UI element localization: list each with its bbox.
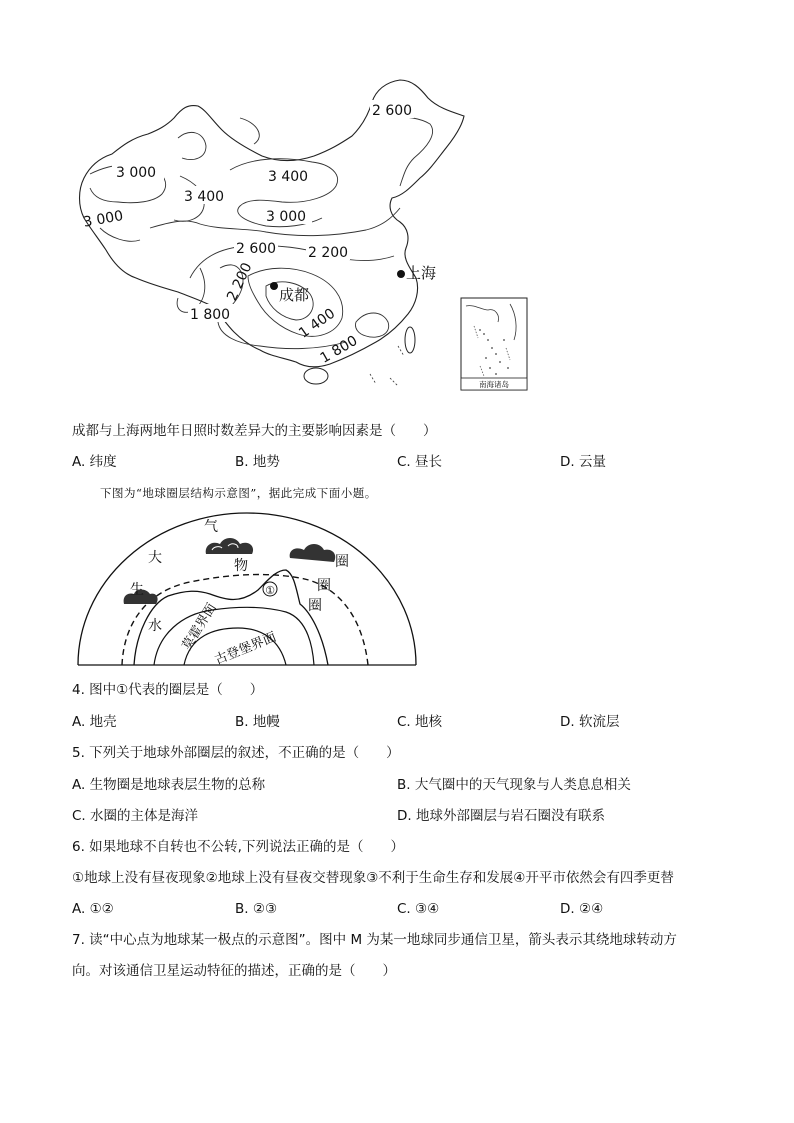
- sphere-label: 大: [148, 550, 162, 566]
- isoline-label: 3 000: [82, 207, 125, 231]
- q6-option-a[interactable]: A. ①②: [72, 901, 114, 917]
- sphere-label: 圈: [317, 578, 331, 594]
- city-label-chengdu: 成都: [279, 286, 310, 304]
- q5-option-b[interactable]: B. 大气圈中的天气现象与人类息息相关: [397, 777, 631, 793]
- isoline-label: 1 800: [317, 332, 361, 367]
- q6-statements: ①地球上没有昼夜现象②地球上没有昼夜交替现象③不利于生命生存和发展④开平市依然会有四季更替: [72, 870, 674, 886]
- q4-option-a[interactable]: A. 地壳: [72, 714, 117, 730]
- q4-option-b[interactable]: B. 地幔: [235, 714, 280, 730]
- isoline-label: 2 200: [308, 245, 349, 261]
- isoline-label: 2 600: [372, 103, 413, 119]
- sphere-label: 生: [130, 582, 144, 598]
- sphere-label: 气: [204, 519, 218, 535]
- q5-stem: 5. 下列关于地球外部圈层的叙述，不正确的是（ ）: [72, 745, 400, 761]
- isoline-label: 3 400: [268, 169, 309, 185]
- q3-stem: 成都与上海两地年日照时数差异大的主要影响因素是（ ）: [72, 423, 437, 439]
- city-label-shanghai: 上海: [406, 264, 437, 282]
- isoline-label: 3 400: [184, 189, 225, 205]
- sunshine-hours-map: [70, 78, 530, 398]
- q6-stem: 6. 如果地球不自转也不公转,下列说法正确的是（ ）: [72, 839, 404, 855]
- isoline-label: 2 600: [236, 241, 277, 257]
- q7-stem-line2: 向。对该通信卫星运动特征的描述，正确的是（ ）: [72, 963, 396, 979]
- isoline-label: 3 000: [116, 165, 157, 181]
- q6-option-b[interactable]: B. ②③: [235, 901, 278, 917]
- taiwan-outline: [405, 327, 415, 353]
- sphere-marker-1: ①: [265, 584, 275, 597]
- hainan-outline: [304, 368, 328, 384]
- sphere-label: 水: [148, 618, 162, 634]
- q6-option-d[interactable]: D. ②④: [560, 901, 604, 917]
- q4-option-c[interactable]: C. 地核: [397, 714, 443, 730]
- isoline-label: 1 800: [190, 307, 231, 323]
- shanghai-dot: [397, 270, 405, 278]
- q4-stem: 4. 图中①代表的圈层是（ ）: [72, 682, 264, 698]
- sphere-label: 圈: [335, 554, 349, 570]
- q3-option-b[interactable]: B. 地势: [235, 454, 280, 470]
- q6-option-c[interactable]: C. ③④: [397, 901, 440, 917]
- sphere-label: 物: [234, 558, 248, 574]
- section-intro: 下图为“地球圈层结构示意图”，据此完成下面小题。: [100, 486, 377, 500]
- moho-label: 莫霍界面: [179, 600, 220, 653]
- q3-option-a[interactable]: A. 纬度: [72, 454, 117, 470]
- q4-option-d[interactable]: D. 软流层: [560, 714, 620, 730]
- isoline-label: 1 400: [296, 305, 339, 342]
- isolines: [90, 114, 433, 349]
- isoline-label: 2 200: [224, 260, 256, 304]
- chengdu-dot: [270, 282, 278, 290]
- inset-map: [461, 298, 527, 390]
- q3-option-c[interactable]: C. 昼长: [397, 454, 443, 470]
- sphere-label: 圈: [308, 598, 322, 614]
- inset-label: 南海诸岛: [479, 380, 509, 389]
- q3-option-d[interactable]: D. 云量: [560, 454, 606, 470]
- q5-option-d[interactable]: D. 地球外部圈层与岩石圈没有联系: [397, 808, 605, 824]
- isoline-label: 3 000: [266, 209, 307, 225]
- q7-stem-line1: 7. 读“中心点为地球某一极点的示意图”。图中 M 为某一地球同步通信卫星，箭头表示其绕地球转动方: [72, 932, 677, 948]
- q5-option-c[interactable]: C. 水圈的主体是海洋: [72, 808, 199, 824]
- q5-option-a[interactable]: A. 生物圈是地球表层生物的总称: [72, 777, 266, 793]
- gutenberg-label: 古登堡界面: [212, 629, 279, 669]
- earth-spheres-diagram: [72, 508, 422, 670]
